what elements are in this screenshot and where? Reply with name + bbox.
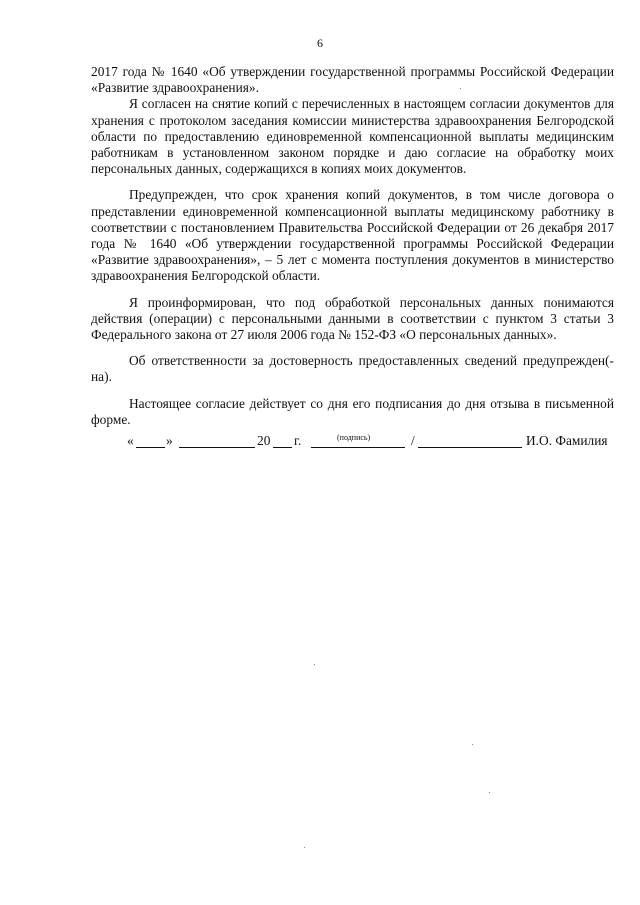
scan-speck	[304, 847, 305, 848]
scan-speck	[314, 664, 315, 665]
signature-blank	[311, 447, 405, 448]
signature-caption: (подпись)	[337, 433, 371, 442]
month-blank	[179, 447, 255, 448]
signature-separator: /	[411, 433, 415, 448]
paragraph-validity: Настоящее согласие действует со дня его подписания до дня отзыва в письменной форме.	[91, 395, 614, 427]
paragraph-processing-info: Я проинформирован, что под обработкой персональных данных понимаются действия (операции) с персональными данными в соответствии с пунктом 3 статьи 3 Федерального закона от 27 июля 2006 года № 152-ФЗ «О персональных данных».	[91, 294, 614, 343]
scan-speck	[489, 792, 490, 793]
paragraph-continuation: 2017 года № 1640 «Об утверждении государственной программы Российской Федерации «Развитие здравоохранения».	[91, 64, 614, 96]
consent-body	[91, 64, 614, 428]
year-prefix: 20	[257, 433, 271, 448]
day-blank	[136, 447, 165, 448]
year-suffix: г.	[294, 433, 302, 448]
date-close-quote: »	[166, 433, 173, 448]
scan-speck	[460, 88, 461, 89]
paragraph-copy-consent: Я согласен на снятие копий с перечисленных в настоящем согласии документов для хранения с протоколом заседания комиссии министерства здравоохранения Белгородской области по предоставлению единовременной компенсационной выплаты медицинским работникам в установленном законом порядке и даю согласие на обработку моих персональных данных, содержащихся в копиях моих документов.	[91, 96, 614, 177]
signature-block	[91, 433, 614, 467]
year-blank	[273, 447, 292, 448]
page-number: 6	[317, 36, 323, 50]
name-blank	[418, 447, 522, 448]
name-label: И.О. Фамилия	[526, 433, 608, 448]
date-open-quote: «	[127, 433, 134, 448]
scan-speck	[472, 744, 473, 745]
paragraph-storage-period: Предупрежден, что срок хранения копий документов, в том числе договора о представлении единовременной компенсационной выплаты медицинскому работнику в соответствии с постановлением Правительства Российской Федерации от 26 декабря 2017 года № 1640 «Об утверждении государственной программы Российской Федерации «Развитие здравоохранения», – 5 лет с момента поступления документов в министерство здравоохранения Белгородской области.	[91, 187, 614, 284]
paragraph-responsibility: Об ответственности за достоверность предоставленных сведений предупрежден(-на).	[91, 353, 614, 385]
